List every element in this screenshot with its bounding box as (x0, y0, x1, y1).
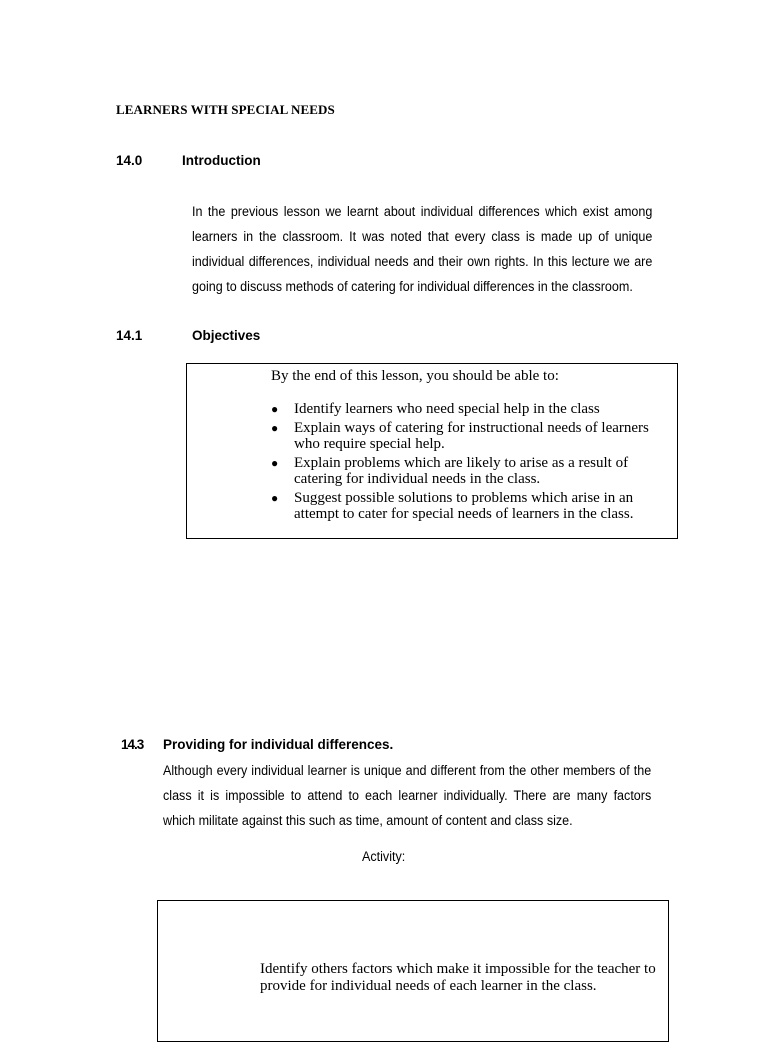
section-title-providing: Providing for individual differences. (163, 737, 394, 752)
section-number-intro: 14.0 (116, 153, 143, 168)
activity-label: Activity: (362, 849, 406, 864)
document-title: LEARNERS WITH SPECIAL NEEDS (116, 102, 335, 117)
bullet-icon: ● (271, 490, 279, 505)
objectives-lead: By the end of this lesson, you should be able to: (271, 368, 559, 384)
section-title-intro: Introduction (182, 153, 261, 168)
objective-item: ● Suggest possible solutions to problems which arise in an attempt to cater for special needs of learners in the class. (271, 489, 634, 522)
activity-box (157, 900, 669, 1042)
intro-paragraph: In the previous lesson we learnt about individual differences which exist among learners in the classroom. It was noted that every class is made up of unique individual differences, individual needs and their own rights. In this lecture we are going to discuss methods of catering for individual differences in the classroom. (192, 204, 653, 294)
objectives-box (186, 363, 678, 539)
section-title-objectives: Objectives (192, 328, 261, 343)
section-number-objectives: 14.1 (116, 328, 143, 343)
bullet-icon: ● (271, 402, 279, 416)
activity-text: Identify others factors which make it impossible for the teacher to provide for individual needs of each learner in the class. (260, 961, 656, 994)
objective-item: ● Explain problems which are likely to arise as a result of catering for individual needs in the class. (271, 454, 629, 487)
bullet-icon: ● (271, 420, 279, 435)
bullet-icon: ● (271, 455, 279, 470)
providing-paragraph: Although every individual learner is unique and different from the other members of the class it is impossible to attend to each learner individually. There are many factors which militate against this such as time, amount of content and class size. (163, 763, 652, 828)
objective-item: ● Identify learners who need special help in the class (271, 401, 600, 417)
section-number-providing: 14.3 (121, 737, 144, 752)
objective-item: ● Explain ways of catering for instructional needs of learners who require special help. (271, 419, 649, 452)
objectives-list (271, 401, 667, 525)
